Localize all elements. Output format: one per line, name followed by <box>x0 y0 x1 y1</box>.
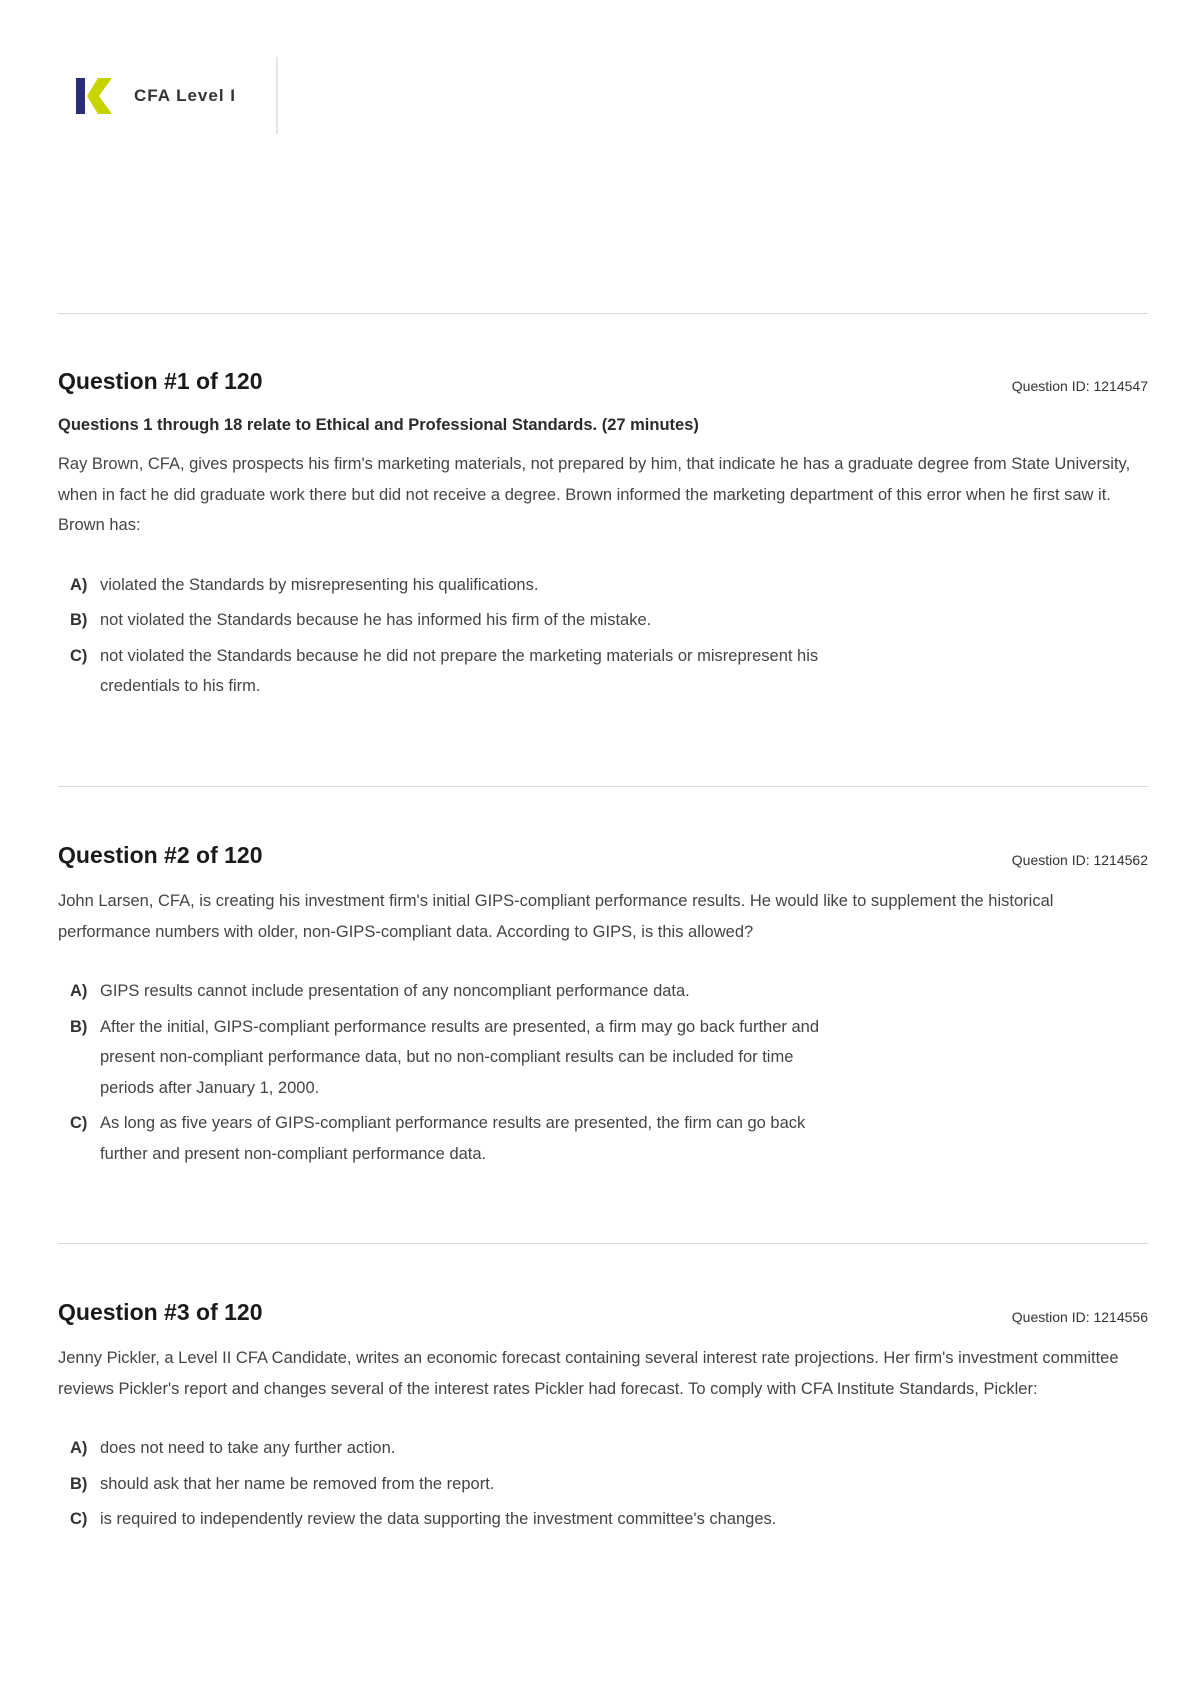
question-id: Question ID: 1214556 <box>1011 1309 1148 1325</box>
question-stem: Ray Brown, CFA, gives prospects his firm's marketing materials, not prepared by him, that indicate he has a graduate degree from State University, when in fact he did graduate work there but did not receive a degree. Brown informed the marketing department of this error when he first saw it. Brown has: <box>58 455 1131 534</box>
question-2 <box>58 842 1148 1174</box>
option-letter: A) <box>70 982 88 1000</box>
option-text: violated the Standards by misrepresenting his qualifications. <box>100 575 539 594</box>
option-text: should ask that her name be removed from the report. <box>100 1474 495 1493</box>
answer-options <box>58 976 1148 1169</box>
question-3 <box>58 1299 1148 1540</box>
divider <box>58 313 1148 314</box>
option-text: GIPS results cannot include presentation of any noncompliant performance data. <box>100 982 690 1000</box>
divider <box>58 786 1148 787</box>
option-text: After the initial, GIPS-compliant performance results are presented, a firm may go back further and present non-compliant performance data, but no non-compliant results can be included for time periods after January 1, 2000. <box>100 1017 819 1097</box>
option-text: As long as five years of GIPS-compliant performance results are presented, the firm can go back further and present non-compliant performance data. <box>100 1114 806 1163</box>
answer-option-a[interactable] <box>58 1433 1148 1464</box>
question-id: Question ID: 1214547 <box>1011 378 1148 394</box>
answer-option-c[interactable] <box>58 641 1148 702</box>
option-letter: C) <box>70 1114 88 1132</box>
answer-option-c[interactable] <box>58 1108 1148 1169</box>
option-text: does not need to take any further action. <box>100 1439 396 1457</box>
question-stem: John Larsen, CFA, is creating his investment firm's initial GIPS-compliant performance results. He would like to supplement the historical performance numbers with older, non-GIPS-compliant data. According to GIPS, is this allowed? <box>58 892 1054 941</box>
option-letter: B) <box>70 1474 88 1493</box>
question-title: Question #3 of 120 <box>58 1299 263 1325</box>
answer-option-b[interactable] <box>58 605 1148 636</box>
answer-option-b[interactable] <box>58 1012 1148 1104</box>
question-title: Question #1 of 120 <box>58 368 263 394</box>
option-letter: A) <box>70 1439 88 1457</box>
option-letter: A) <box>70 575 88 594</box>
option-letter: B) <box>70 611 88 629</box>
kaplan-k-logo-icon <box>76 78 112 114</box>
question-1 <box>58 368 1148 707</box>
app-title: CFA Level I <box>134 85 237 105</box>
option-letter: C) <box>70 1510 88 1528</box>
question-id: Question ID: 1214562 <box>1011 852 1148 868</box>
option-text: not violated the Standards because he has informed his firm of the mistake. <box>100 611 652 629</box>
option-letter: B) <box>70 1017 88 1036</box>
answer-options <box>58 1433 1148 1535</box>
question-section-intro: Questions 1 through 18 relate to Ethical and Professional Standards. (27 minutes) <box>58 416 699 434</box>
answer-option-b[interactable] <box>58 1469 1148 1500</box>
option-letter: C) <box>70 646 88 665</box>
answer-option-c[interactable] <box>58 1504 1148 1535</box>
option-text: is required to independently review the data supporting the investment committee's changes. <box>100 1510 777 1528</box>
header-divider <box>276 57 278 134</box>
answer-options <box>58 570 1148 702</box>
answer-option-a[interactable] <box>58 570 1148 601</box>
question-stem: Jenny Pickler, a Level II CFA Candidate, writes an economic forecast containing several interest rate projections. Her firm's investment committee reviews Pickler's report and changes several of the interest rates Pickler had forecast. To comply with CFA Institute Standards, Pickler: <box>58 1349 1119 1398</box>
question-title: Question #2 of 120 <box>58 842 263 868</box>
divider <box>58 1243 1148 1244</box>
header <box>76 57 236 134</box>
option-text: not violated the Standards because he did not prepare the marketing materials or misrepresent his credentials to his firm. <box>100 646 819 695</box>
answer-option-a[interactable] <box>58 976 1148 1007</box>
